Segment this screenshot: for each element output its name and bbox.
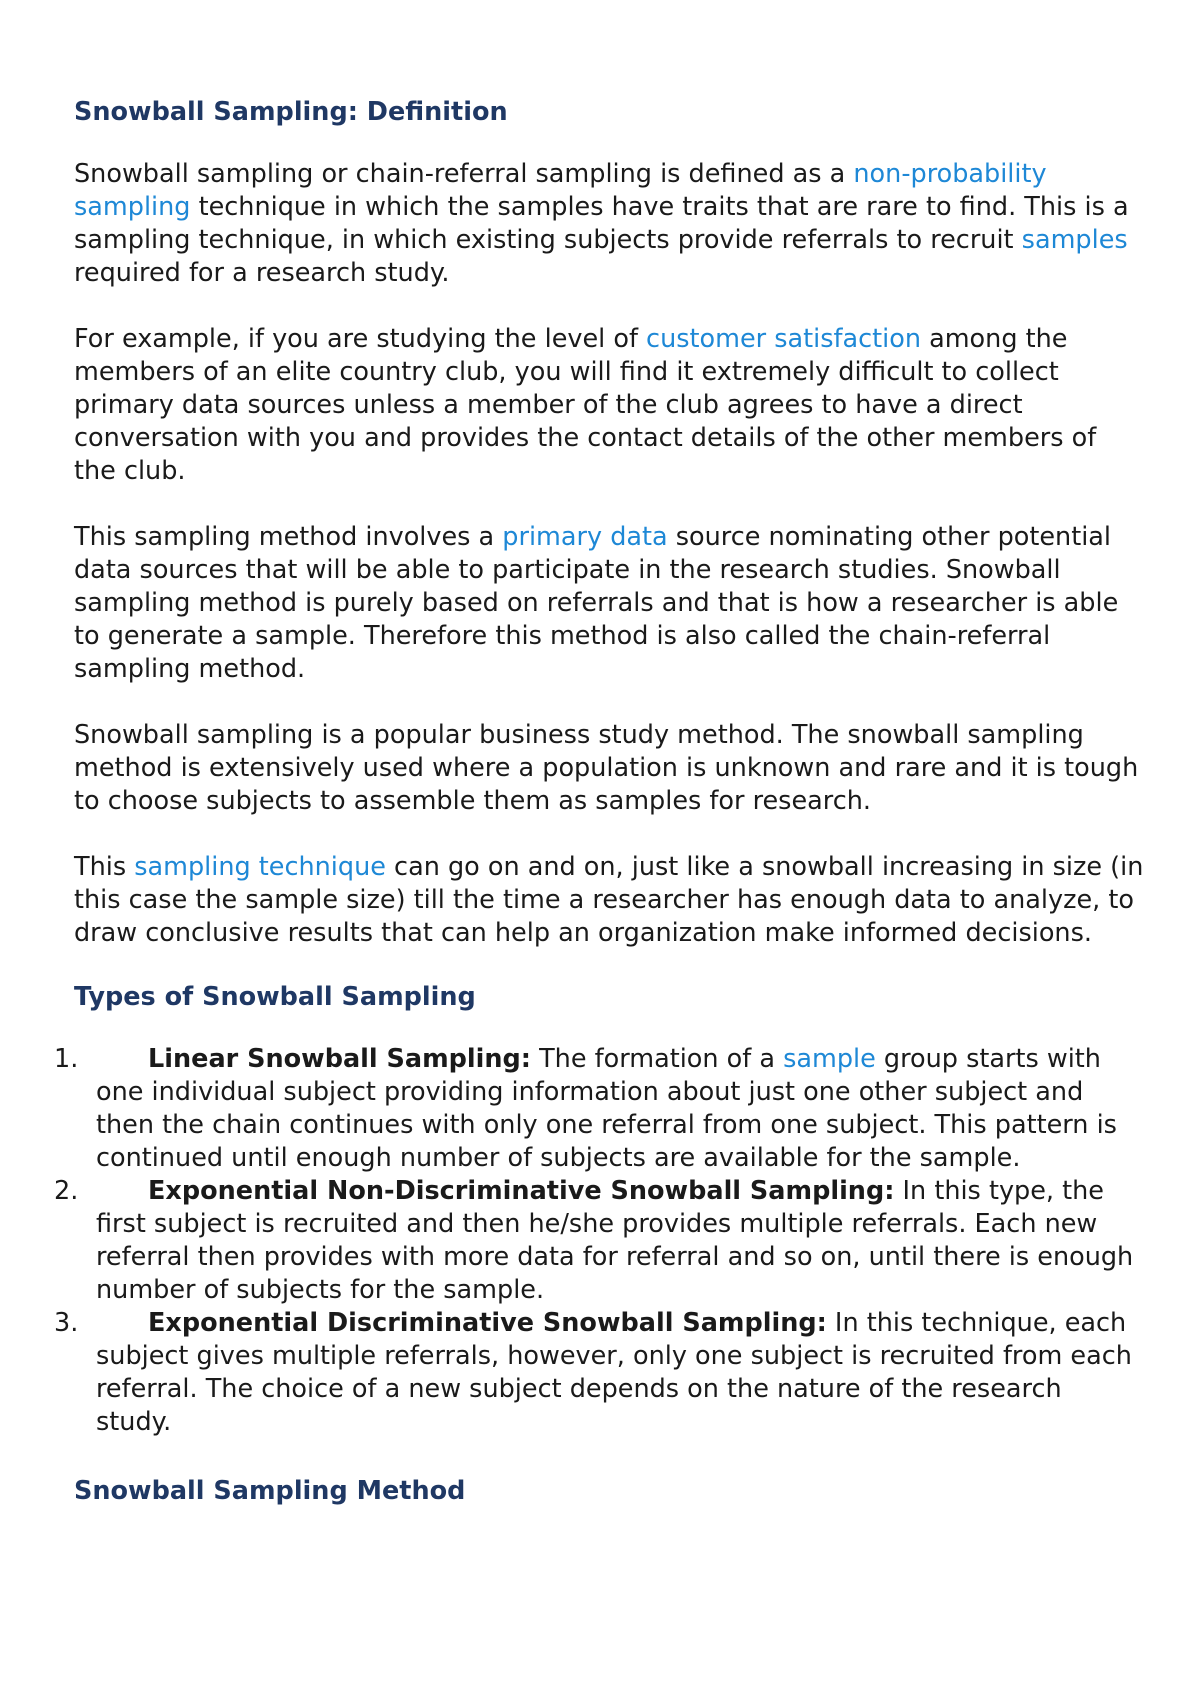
link-non-probability-sampling[interactable]: non-probability sampling xyxy=(74,159,1047,222)
list-item-discriminative xyxy=(54,1307,1144,1439)
text: In this technique, each subject gives multiple referrals, however, only one subject is recruited from each referral. The choice of a new subject depends on the nature of the research study. xyxy=(96,1308,1132,1437)
types-list xyxy=(54,1043,1144,1439)
link-sample[interactable]: sample xyxy=(783,1044,876,1074)
text: In this type, the first subject is recruited and then he/she provides multiple referrals. Each new referral then provides with more data for referral and so on, until there is enough number of subjects for the sample. xyxy=(96,1176,1134,1305)
text: The formation of a xyxy=(531,1044,784,1074)
link-samples[interactable]: samples xyxy=(1021,225,1128,255)
list-number: 2. xyxy=(54,1176,79,1206)
text: Snowball sampling or chain-referral sampling is defined as a xyxy=(74,159,854,189)
term-non-discriminative: Exponential Non-Discriminative Snowball Sampling: xyxy=(148,1176,895,1206)
paragraph-method xyxy=(74,521,1144,686)
list-item-non-discriminative xyxy=(54,1175,1144,1307)
text: For example, if you are studying the level of xyxy=(74,324,647,354)
text: can go on and on, just like a snowball increasing in size (in this case the sample size) till the time a researcher has enough data to analyze, to draw conclusive results that can help an organization make informed decisions. xyxy=(74,852,1144,948)
list-number: 3. xyxy=(54,1308,79,1338)
list-item-linear xyxy=(54,1043,1144,1175)
heading-method: Snowball Sampling Method xyxy=(74,1476,466,1506)
link-primary-data[interactable]: primary data xyxy=(502,522,668,552)
text: source nominating other potential data sources that will be able to participate in the research studies. Snowball sampling method is purely based on referrals and that is how a researcher is able to generate a sample. Therefore this method is also called the chain-referral sampling method. xyxy=(74,522,1119,684)
list-number: 1. xyxy=(54,1044,79,1074)
term-discriminative: Exponential Discriminative Snowball Sampling: xyxy=(148,1308,827,1338)
text: Snowball sampling is a popular business study method. The snowball sampling method is extensively used where a population is unknown and rare and it is tough to choose subjects to assemble them as samples for research. xyxy=(74,720,1139,816)
text: among the members of an elite country club, you will find it extremely difficult to collect primary data sources unless a member of the club agrees to have a direct conversation with you and provides the contact details of the other members of the club. xyxy=(74,324,1097,486)
text: This xyxy=(74,852,135,882)
text: This sampling method involves a xyxy=(74,522,503,552)
text: technique in which the samples have traits that are rare to find. This is a sampling technique, in which existing subjects provide referrals to recruit xyxy=(74,192,1129,255)
paragraph-example xyxy=(74,323,1144,488)
link-sampling-technique[interactable]: sampling technique xyxy=(134,852,386,882)
heading-definition: Snowball Sampling: Definition xyxy=(74,97,508,127)
text: required for a research study. xyxy=(74,258,450,288)
link-customer-satisfaction[interactable]: customer satisfaction xyxy=(646,324,921,354)
text: group starts with one individual subject providing information about just one other subject and then the chain continues with only one referral from one subject. This pattern is continued until enough number of subjects are available for the sample. xyxy=(96,1044,1117,1173)
paragraph-technique xyxy=(74,851,1144,950)
heading-types: Types of Snowball Sampling xyxy=(74,982,476,1012)
document-page xyxy=(54,96,1144,1508)
paragraph-popular xyxy=(74,719,1144,818)
term-linear: Linear Snowball Sampling: xyxy=(148,1044,531,1074)
paragraph-definition xyxy=(74,158,1144,290)
